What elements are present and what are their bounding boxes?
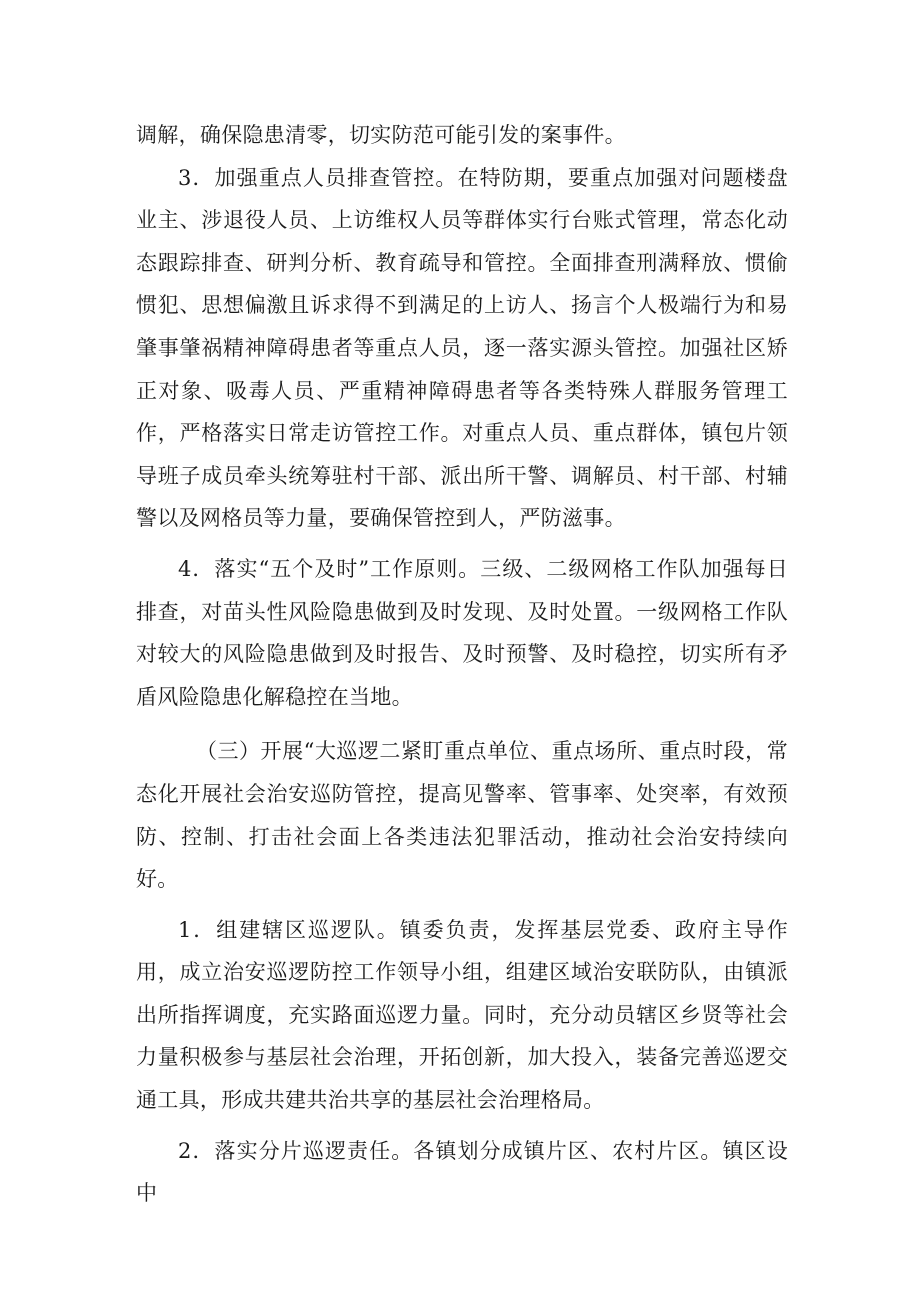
paragraph-mediation-continued: 调解，确保隐患清零，切实防范可能引发的案事件。 [136,123,626,147]
paragraph-item-1-patrol-team: 1．组建辖区巡逻队。镇委负责，发挥基层党委、政府主导作用，成立治安巡逻防控工作领导小组，组建区域治安联防队，由镇派出所指挥调度，充实路面巡逻力量。同时，充分动员辖区乡贤等社会力量积极参与基层社会治理，开拓创新，加大投入，装备完善巡逻交通工具，形成共建共治共享的基层社会治理格局。 [136,917,788,1113]
paragraph-item-4-five-timely: 4．落实“五个及时”工作原则。三级、二级网格工作队加强每日排查，对苗头性风险隐患做到及时发现、及时处置。一级网格工作队对较大的风险隐患做到及时报告、及时预警、及时稳控，切实所有矛盾风险隐患化解稳控在当地。 [136,556,788,709]
paragraph-item-2-zone-patrol: 2．落实分片巡逻责任。各镇划分成镇片区、农村片区。镇区设中 [136,1138,788,1206]
document-body [136,114,788,1215]
paragraph-section-3-patrol: （三）开展“大巡逻二紧盯重点单位、重点场所、重点时段，常态化开展社会治安巡防管控，提高见警率、管事率、处突率，有效预防、控制、打击社会面上各类违法犯罪活动，推动社会治安持续向好。 [136,739,788,892]
paragraph-item-3-key-personnel: 3．加强重点人员排查管控。在特防期，要重点加强对问题楼盘业主、涉退役人员、上访维权人员等群体实行台账式管理，常态化动态跟踪排查、研判分析、教育疏导和管控。全面排查刑满释放、惯偷惯犯、思想偏激且诉求得不到满足的上访人、扬言个人极端行为和易肇事肇祸精神障碍患者等重点人员，逐一落实源头管控。加强社区矫正对象、吸毒人员、严重精神障碍患者等各类特殊人群服务管理工作，严格落实日常走访管控工作。对重点人员、重点群体，镇包片领导班子成员牵头统筹驻村干部、派出所干警、调解员、村干部、村辅警以及网格员等力量，要确保管控到人，严防滋事。 [136,165,788,531]
